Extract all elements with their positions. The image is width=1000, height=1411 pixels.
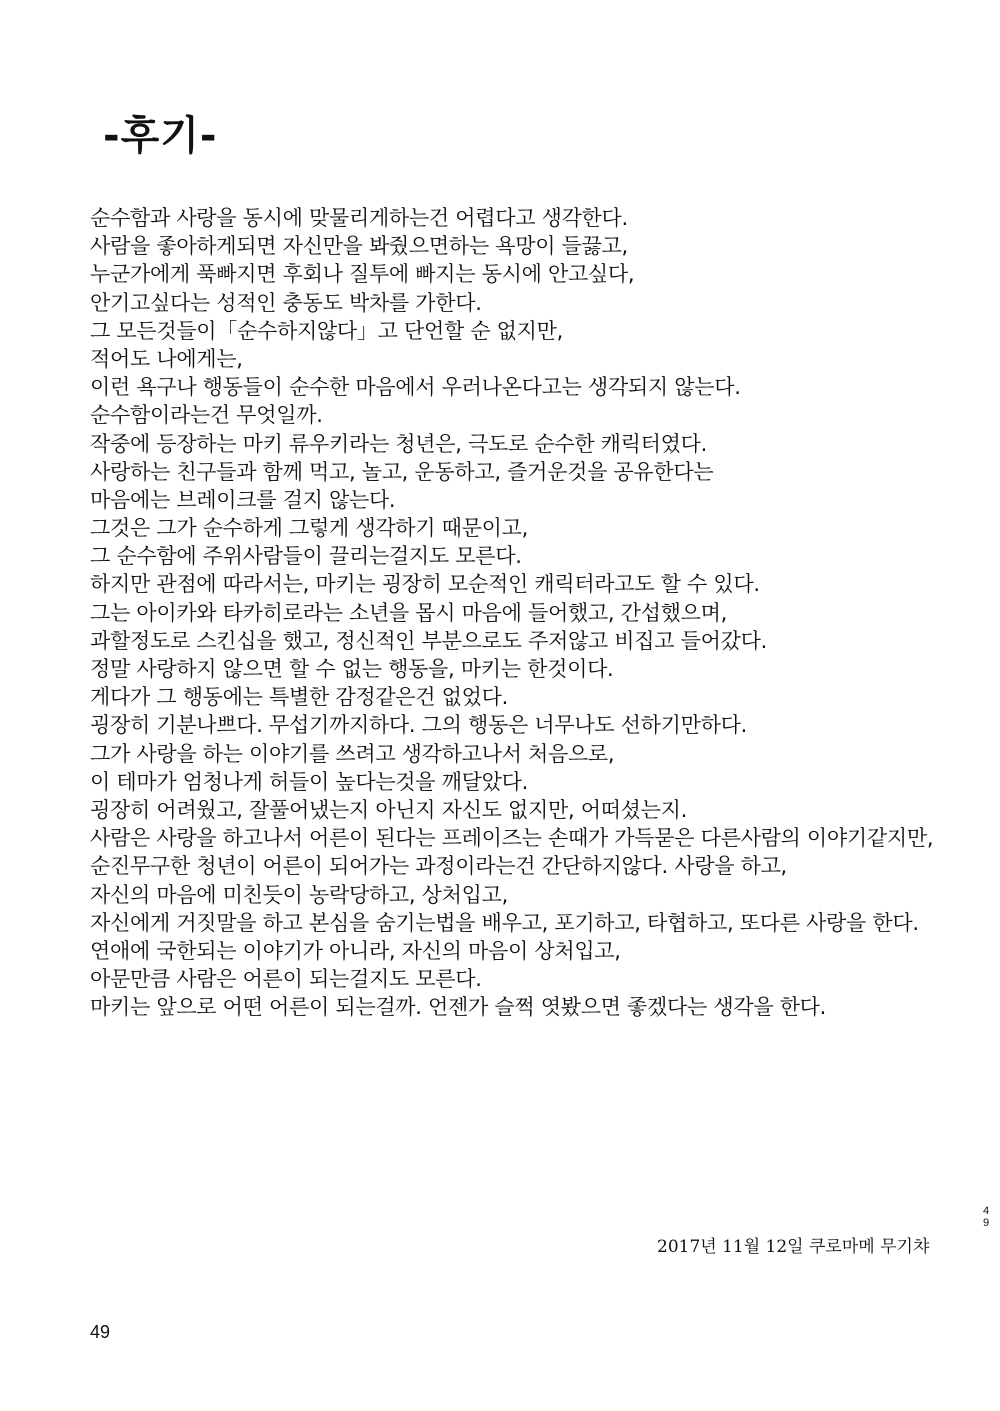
text-line: 사람은 사랑을 하고나서 어른이 된다는 프레이즈는 손때가 가득묻은 다른사람의 이야기같지만,	[90, 826, 934, 851]
text-line: 과할정도로 스킨십을 했고, 정신적인 부분으로도 주저않고 비집고 들어갔다.	[90, 628, 767, 653]
text-line: 굉장히 기분나쁘다. 무섭기까지하다. 그의 행동은 너무나도 선하기만하다.	[90, 713, 747, 738]
text-line: 그 순수함에 주위사람들이 끌리는걸지도 모른다.	[90, 544, 522, 569]
afterword-body	[90, 204, 970, 1021]
text-line: 굉장히 어려웠고, 잘풀어냈는지 아닌지 자신도 없지만, 어떠셨는지.	[90, 797, 687, 822]
page-number: 49	[90, 1322, 111, 1342]
text-line: 게다가 그 행동에는 특별한 감정같은건 없었다.	[90, 685, 508, 710]
text-line: 이런 욕구나 행동들이 순수한 마음에서 우러나온다고는 생각되지 않는다.	[90, 375, 741, 400]
text-line: 연애에 국한되는 이야기가 아니라, 자신의 마음이 상처입고,	[90, 938, 621, 963]
side-page-number: 49	[982, 1205, 990, 1229]
text-line: 자신에게 거짓말을 하고 본심을 숨기는법을 배우고, 포기하고, 타협하고, 또다른 사랑을 한다.	[90, 910, 919, 935]
text-line: 누군가에게 푹빠지면 후회나 질투에 빠지는 동시에 안고싶다,	[90, 262, 635, 287]
page-title: -후기-	[103, 113, 218, 159]
text-line: 그는 아이카와 타카히로라는 소년을 몹시 마음에 들어했고, 간섭했으며,	[90, 600, 727, 625]
text-line: 마키는 앞으로 어떤 어른이 되는걸까. 언젠가 슬쩍 엿봤으면 좋겠다는 생각을 한다.	[90, 995, 827, 1020]
text-line: 그가 사랑을 하는 이야기를 쓰려고 생각하고나서 처음으로,	[90, 741, 615, 766]
text-line: 하지만 관점에 따라서는, 마키는 굉장히 모순적인 캐릭터라고도 할 수 있다.	[90, 572, 760, 597]
text-line: 순진무구한 청년이 어른이 되어가는 과정이라는건 간단하지않다. 사랑을 하고,	[90, 854, 787, 879]
text-line: 그 모든것들이「순수하지않다」고 단언할 순 없지만,	[90, 318, 563, 343]
text-line: 아문만큼 사람은 어른이 되는걸지도 모른다.	[90, 967, 482, 992]
text-line: 그것은 그가 순수하게 그렇게 생각하기 때문이고,	[90, 516, 528, 541]
text-line: 사랑하는 친구들과 함께 먹고, 놀고, 운동하고, 즐거운것을 공유한다는	[90, 459, 714, 484]
text-line: 적어도 나에게는,	[90, 346, 243, 371]
text-line: 이 테마가 엄청나게 허들이 높다는것을 깨달았다.	[90, 769, 528, 794]
text-line: 작중에 등장하는 마키 류우키라는 청년은, 극도로 순수한 캐릭터였다.	[90, 431, 707, 456]
text-line: 순수함이라는건 무엇일까.	[90, 403, 323, 428]
text-line: 사람을 좋아하게되면 자신만을 봐줬으면하는 욕망이 들끓고,	[90, 234, 628, 259]
text-line: 마음에는 브레이크를 걸지 않는다.	[90, 487, 396, 512]
text-line: 자신의 마음에 미친듯이 농락당하고, 상처입고,	[90, 882, 508, 907]
text-line: 정말 사랑하지 않으면 할 수 없는 행동을, 마키는 한것이다.	[90, 657, 614, 681]
text-line: 안기고싶다는 성적인 충동도 박차를 가한다.	[90, 290, 482, 315]
date-signature: 2017년 11월 12일 쿠로마메 무기챠	[657, 1237, 930, 1257]
text-line: 순수함과 사랑을 동시에 맞물리게하는건 어렵다고 생각한다.	[90, 206, 628, 230]
